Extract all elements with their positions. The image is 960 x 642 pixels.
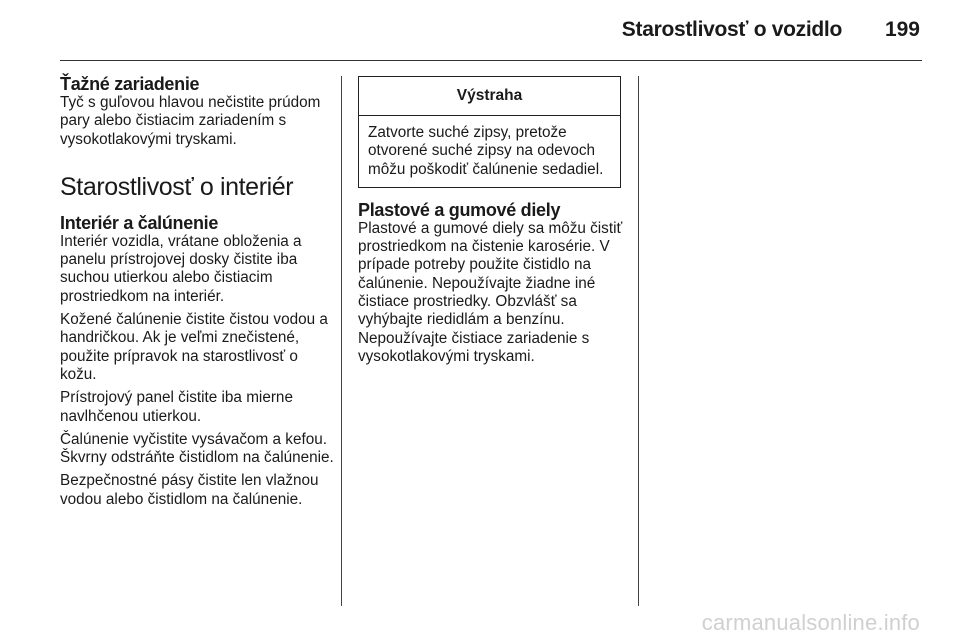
upholstery-paragraph-4: Čalúnenie vyčistite vysávačom a kefou. Škvrny odstráňte čistidlom na čalúnenie.: [60, 430, 334, 467]
upholstery-paragraph-3: Prístrojový panel čistite iba mierne navlhčenou utierkou.: [60, 389, 293, 425]
page-number: 199: [884, 18, 920, 41]
column-divider-right: [638, 76, 639, 606]
warning-box: [358, 76, 621, 188]
upholstery-paragraph-5: Bezpečnostné pásy čistite len vlažnou vodou alebo čistidlom na čalúnenie.: [60, 472, 319, 508]
header-rule: [60, 60, 922, 61]
column-divider-left: [341, 76, 342, 606]
watermark: carmanualsonline.info: [701, 610, 920, 635]
chapter-heading-interior: Starostlivosť o interiér: [60, 172, 294, 201]
page-header: [0, 0, 960, 62]
left-column: [60, 74, 335, 509]
section-heading-towbar: Ťažné zariadenie: [60, 74, 200, 94]
towbar-paragraph: Tyč s guľovou hlavou nečistite prúdom pary alebo čistiacim zariadením s vysokotlakovými tryskami.: [60, 94, 321, 148]
warning-text: Zatvorte suché zipsy, pretože otvorené suché zipsy na odevoch môžu poškodiť čalúnenie sedadiel.: [368, 124, 604, 178]
section-heading-plastic-rubber: Plastové a gumové diely: [358, 199, 561, 220]
upholstery-paragraph-2: Kožené čalúnenie čistite čistou vodou a handričkou. Ak je veľmi znečistené, použite prípravok na starostlivosť o kožu.: [60, 311, 328, 383]
middle-column: [358, 74, 628, 366]
upholstery-paragraph-1: Interiér vozidla, vrátane obloženia a panelu prístrojovej dosky čistite iba suchou utierkou alebo čistiacim prostriedkom na interiér.: [60, 232, 302, 305]
warning-title: Výstraha: [359, 77, 620, 116]
header-title: Starostlivosť o vozidlo: [621, 18, 842, 41]
plastic-rubber-paragraph: Plastové a gumové diely sa môžu čistiť prostriedkom na čistenie karosérie. V prípade potreby použite čistidlo na čalúnenie. Nepoužívajte žiadne iné čistiace prostriedky. Obzvlášť sa vyhýbajte riedidlám a benzínu. Nepoužívajte čistiace zariadenie s vysokotlakovými tryskami.: [358, 219, 623, 365]
section-heading-upholstery: Interiér a čalúnenie: [60, 212, 219, 233]
